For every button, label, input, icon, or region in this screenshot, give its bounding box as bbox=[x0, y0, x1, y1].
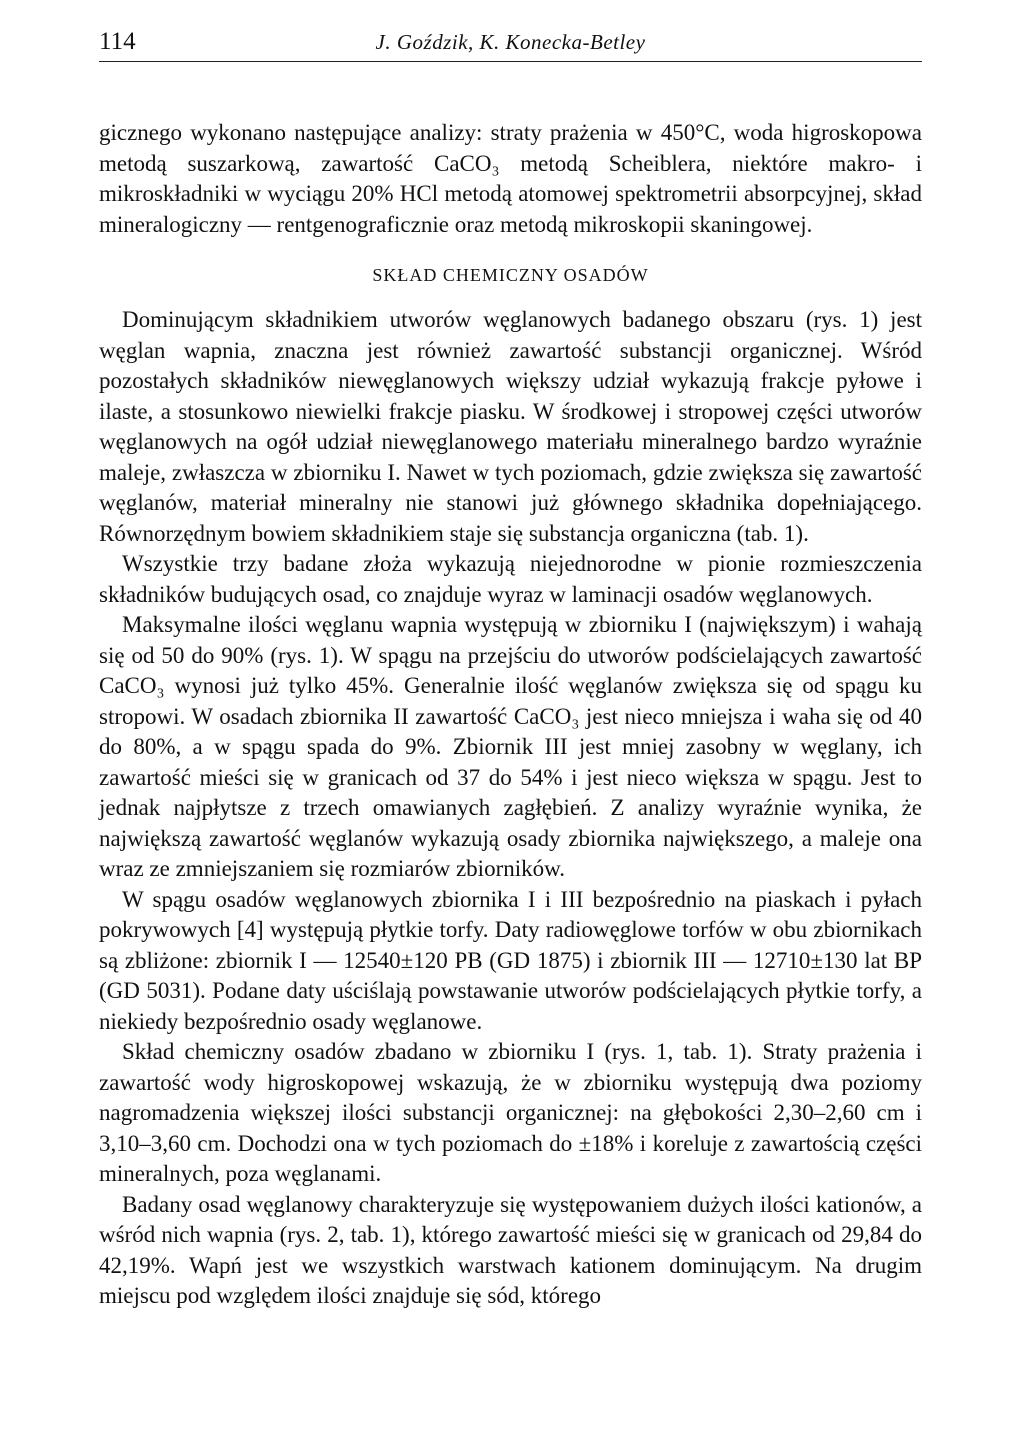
paragraph-4: W spągu osadów węglanowych zbiornika I i III bezpośrednio na piaskach i pyłach pokrywowych [4] występują płytkie torfy. Daty radiowęglowe torfów w obu zbiornikach są zbliżone: zbiornik I — 12540±120 PB (GD 1875) i zbiornik III — 12710±130 lat BP (GD 5031). Podane daty uściślają powstawanie utworów podścielających płytkie torfy, a niekiedy bezpośrednio osady węglanowe. bbox=[99, 886, 922, 1034]
header-rule bbox=[99, 61, 922, 62]
section-heading: SKŁAD CHEMICZNY OSADÓW bbox=[372, 265, 649, 285]
page-number: 114 bbox=[99, 28, 136, 55]
intro-paragraph: gicznego wykonano następujące analizy: straty prażenia w 450°C, woda higroskopowa metodą suszarkową, zawartość CaCO₃ metodą Scheiblera, niektóre makro- i mikroskładniki w wyciągu 20% HCl metodą atomowej spektrometrii absorpcyjnej, skład mineralogiczny — rentgenograficznie oraz metodą mikroskopii skaningowej. bbox=[99, 120, 922, 237]
article-body bbox=[99, 118, 922, 1312]
page bbox=[99, 28, 922, 1312]
paragraph-6: Badany osad węglanowy charakteryzuje się występowaniem dużych ilości kationów, a wśród nich wapnia (rys. 2, tab. 1), którego zawartość mieści się w granicach od 29,84 do 42,19%. Wapń jest we wszystkich warstwach kationem dominującym. Na drugim miejscu pod względem ilości znajduje się sód, którego bbox=[99, 1191, 922, 1308]
paragraph-3: Maksymalne ilości węglanu wapnia występują w zbiorniku I (największym) i wahają się od 50 do 90% (rys. 1). W spągu na przejściu do utworów podścielających zawartość CaCO₃ wynosi już tylko 45%. Generalnie ilość węglanów zwiększa się od spągu ku stropowi. W osadach zbiornika II zawartość CaCO₃ jest nieco mniejsza i waha się od 40 do 80%, a w spągu spada do 9%. Zbiornik III jest mniej zasobny w węglany, ich zawartość mieści się w granicach od 37 do 54% i jest nieco większa w spągu. Jest to jednak najpłytsze z trzech omawianych zagłębień. Z analizy wyraźnie wynika, że największą zawartość węglanów wykazują osady zbiornika największego, a maleje ona wraz ze zmniejszaniem się rozmiarów zbiorników. bbox=[99, 612, 922, 881]
paragraph-5: Skład chemiczny osadów zbadano w zbiorniku I (rys. 1, tab. 1). Straty prażenia i zawartość wody higroskopowej wskazują, że w zbiorniku występują dwa poziomy nagromadzenia większej ilości substancji organicznej: na głębokości 2,30–2,60 cm i 3,10–3,60 cm. Dochodzi ona w tych poziomach do ±18% i koreluje z zawartością części mineralnych, poza węglanami. bbox=[99, 1039, 922, 1186]
running-head bbox=[99, 28, 922, 64]
paragraph-1: Dominującym składnikiem utworów węglanowych badanego obszaru (rys. 1) jest węglan wapnia, znaczna jest również zawartość substancji organicznej. Wśród pozostałych składników niewęglanowych większy udział wykazują frakcje pyłowe i ilaste, a stosunkowo niewielki frakcje piasku. W środkowej i stropowej części utworów węglanowych na ogół udział niewęglanowego materiału mineralnego bardzo wyraźnie maleje, zwłaszcza w zbiorniku I. Nawet w tych poziomach, gdzie zwiększa się zawartość węglanów, materiał mineralny nie stanowi już głównego składnika dopełniającego. Równorzędnym bowiem składnikiem staje się substancja organiczna (tab. 1). bbox=[99, 307, 922, 546]
paragraph-2: Wszystkie trzy badane złoża wykazują niejednorodne w pionie rozmieszczenia składników budujących osad, co znajduje wyraz w laminacji osadów węglanowych. bbox=[99, 551, 922, 607]
running-title-authors: J. Goździk, K. Konecka-Betley bbox=[375, 30, 646, 54]
